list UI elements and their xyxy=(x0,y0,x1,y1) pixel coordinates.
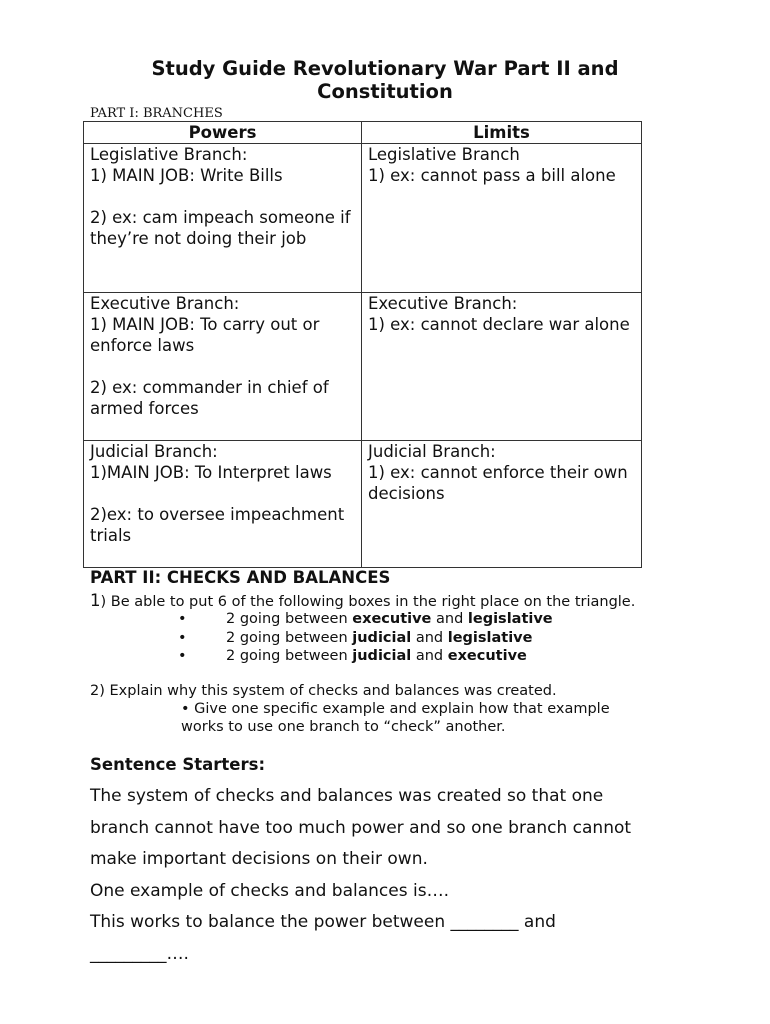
powers-example: 2) ex: cam impeach someone if they’re not doing their job xyxy=(90,208,351,248)
question-1-number: 1 xyxy=(90,591,101,610)
bullet-dot: • xyxy=(178,648,187,664)
header-limits: Limits xyxy=(362,122,642,144)
bullet-dot: • xyxy=(178,611,187,627)
powers-main-job: 1)MAIN JOB: To Interpret laws xyxy=(90,463,332,482)
list-item: • 2 going between executive and legislative xyxy=(178,611,553,627)
starter-line: _________…. xyxy=(90,943,189,964)
question-2-bullet-cont: works to use one branch to “check” another. xyxy=(181,719,506,735)
powers-branch: Legislative Branch: xyxy=(90,145,248,164)
table-row-judicial xyxy=(84,441,642,568)
part1-label: PART I: BRANCHES xyxy=(90,106,223,121)
limits-example: 1) ex: cannot pass a bill alone xyxy=(368,166,616,185)
powers-cell xyxy=(84,293,362,441)
question-2: 2) Explain why this system of checks and balances was created. xyxy=(90,683,557,699)
starter-line: One example of checks and balances is…. xyxy=(90,880,449,901)
powers-cell xyxy=(84,144,362,293)
limits-cell xyxy=(362,144,642,293)
question-2-bullet: • Give one specific example and explain how that example xyxy=(181,701,610,717)
starter-line: The system of checks and balances was created so that one xyxy=(90,786,604,806)
limits-cell xyxy=(362,441,642,568)
powers-main-job: 1) MAIN JOB: Write Bills xyxy=(90,166,283,185)
powers-example: 2)ex: to oversee impeachment trials xyxy=(90,505,345,545)
powers-branch: Judicial Branch: xyxy=(90,442,218,461)
question-1 xyxy=(90,592,635,611)
powers-main-job: 1) MAIN JOB: To carry out or enforce laws xyxy=(90,315,320,355)
limits-example: 1) ex: cannot declare war alone xyxy=(368,315,630,334)
limits-branch: Legislative Branch xyxy=(368,145,520,164)
starter-line: branch cannot have too much power and so one branch cannot xyxy=(90,817,632,838)
starter-line: make important decisions on their own. xyxy=(90,849,428,869)
table-row-legislative xyxy=(84,144,642,293)
sentence-starters-heading: Sentence Starters: xyxy=(90,755,266,774)
list-item: • 2 going between judicial and legislative xyxy=(178,629,533,646)
header-powers: Powers xyxy=(84,122,362,144)
powers-branch: Executive Branch: xyxy=(90,294,240,313)
powers-example: 2) ex: commander in chief of armed forces xyxy=(90,378,329,418)
table-row-executive xyxy=(84,293,642,441)
question-1-text: ) Be able to put 6 of the following boxes in the right place on the triangle. xyxy=(100,594,636,610)
list-item: • 2 going between judicial and executive xyxy=(178,648,527,664)
bullet-dot: • xyxy=(178,629,187,646)
limits-example: 1) ex: cannot enforce their own decisions xyxy=(368,463,628,503)
limits-branch: Judicial Branch: xyxy=(368,442,496,461)
page-title: Study Guide Revolutionary War Part II and Constitution xyxy=(151,57,619,103)
limits-cell xyxy=(362,293,642,441)
part2-heading: PART II: CHECKS AND BALANCES xyxy=(90,568,391,587)
branches-table xyxy=(83,121,642,568)
bullet-list xyxy=(178,610,553,666)
limits-branch: Executive Branch: xyxy=(368,294,518,313)
powers-cell xyxy=(84,441,362,568)
starter-line: This works to balance the power between ________ and xyxy=(90,912,556,932)
table-header-row xyxy=(84,122,642,144)
sentence-starters-body xyxy=(90,781,631,970)
